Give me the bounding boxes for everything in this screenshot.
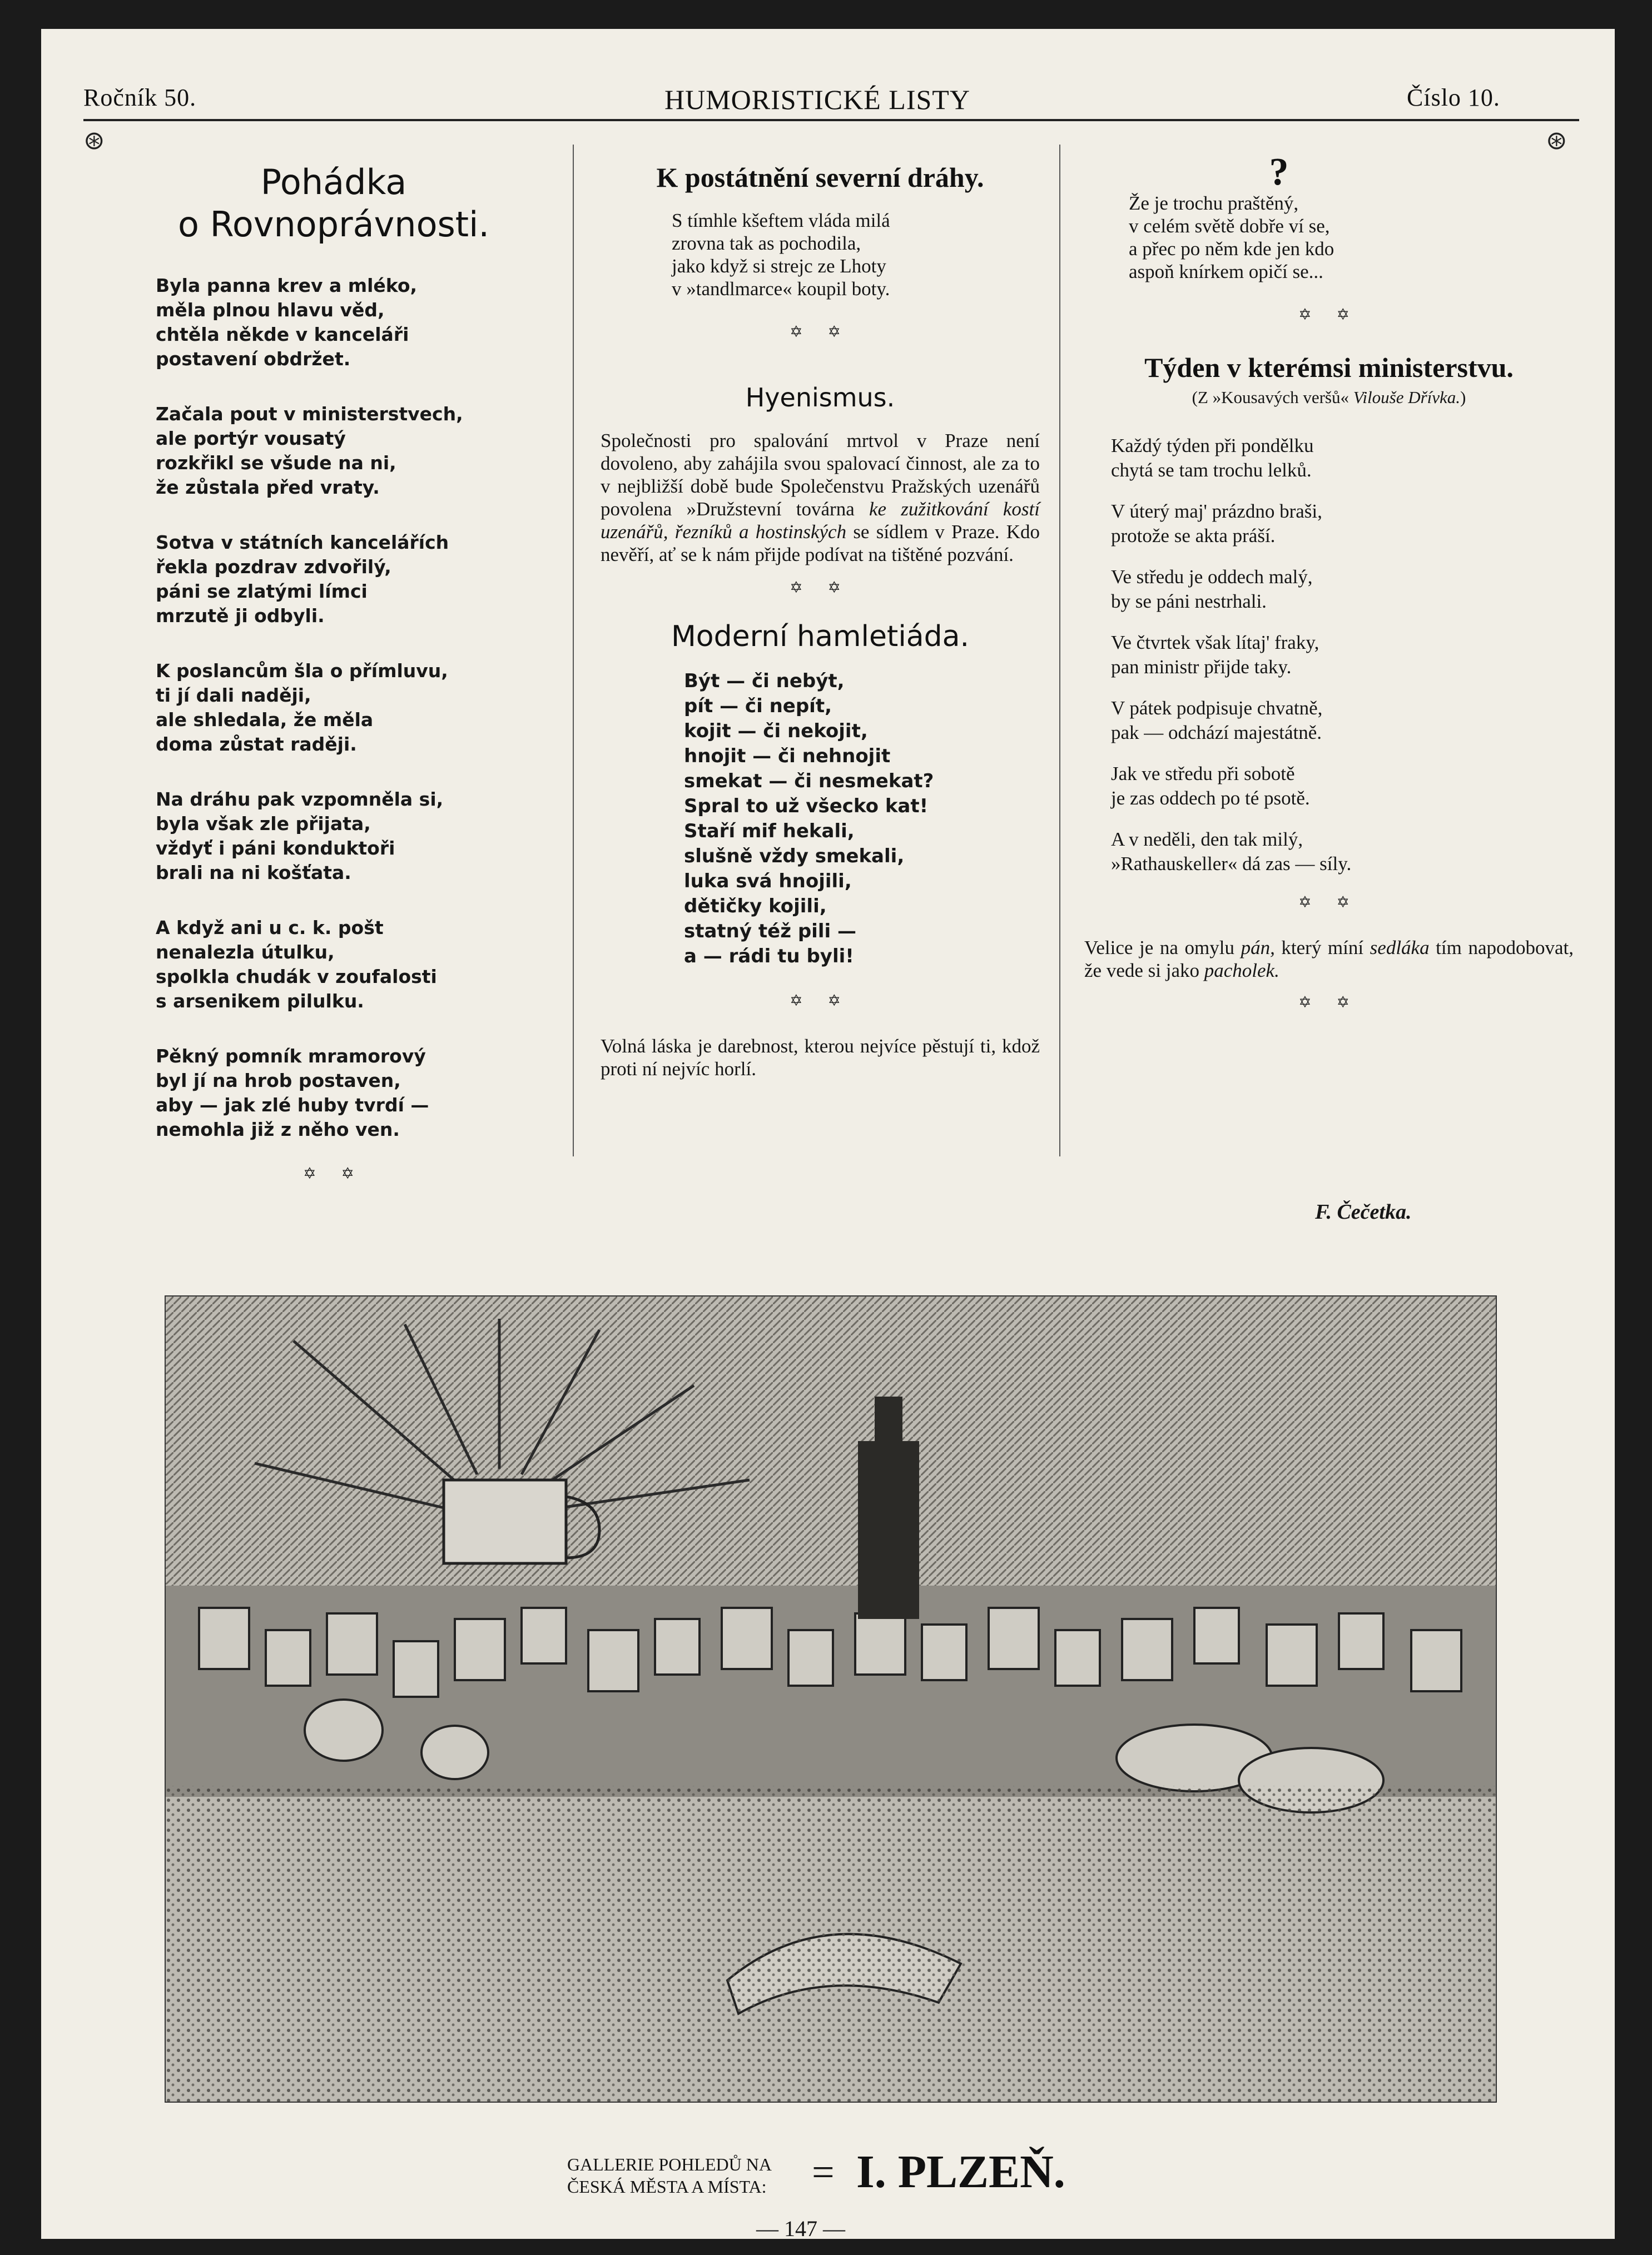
column-2 xyxy=(601,161,1040,1080)
stanza: V úterý maj' prázdno braši, protože se akta práší. xyxy=(1111,500,1322,547)
stanza: Začala pout v ministerstvech, ale portýr vousatý rozkřikl se všude na ni, že zůstala před vraty. xyxy=(156,403,463,498)
ornament-left-icon: ⊛ xyxy=(83,125,105,155)
article-paragraph: Velice je na omylu pán, který míní sedláka tím napodobovat, že vede si jako pacholek. xyxy=(1084,937,1574,981)
article-title: K postátnění severní dráhy. xyxy=(656,162,984,193)
section-stars: ✡ ✡ xyxy=(1298,305,1360,324)
illustration-plzen xyxy=(165,1295,1497,2103)
section-stars: ✡ ✡ xyxy=(790,578,851,597)
gallery-caption: GALLERIE POHLEDŮ NA ČESKÁ MĚSTA A MÍSTA: xyxy=(567,2154,772,2197)
poem-body xyxy=(1111,434,1574,876)
article-paragraph: Volná láska je darebnost, kterou nejvíce pěstují ti, kdož proti ní nejvíc horlí. xyxy=(601,1035,1040,1080)
caption-place: I. PLZEŇ. xyxy=(856,2146,1065,2198)
page-number: — 147 — xyxy=(756,2216,845,2241)
poem-title xyxy=(139,161,528,246)
masthead: HUMORISTICKÉ LISTY xyxy=(664,84,970,115)
section-stars: ✡ ✡ xyxy=(303,1164,364,1183)
stanza: Na dráhu pak vzpomněla si, byla však zle přijata, vždyť i páni konduktoři brali na ni košťata. xyxy=(156,788,444,883)
author-signature: F. Čečetka. xyxy=(1315,1200,1412,1224)
section-stars: ✡ ✡ xyxy=(790,991,851,1010)
article-title: Hyenismus. xyxy=(745,383,895,413)
poem-body xyxy=(156,274,528,1142)
article-paragraph: Společnosti pro spalování mrtvol v Praze není dovoleno, aby zahájila svou spalovací činnost, ale za to v nejbližší době bude Společenstvu Pražských uzenářů povolena »Družstevní továrna ke zužitkování kostí uzenářů, řezníků a hostinských se sídlem v Praze. Kdo nevěří, ať se k nám přijde podívat na tištěné pozvání. xyxy=(601,430,1040,565)
sky xyxy=(166,1297,1496,1608)
foreground-vineyard xyxy=(166,1786,1496,2102)
volume-label: Ročník 50. xyxy=(83,84,197,111)
article-title: Moderní hamletiáda. xyxy=(671,620,970,653)
stanza: Pěkný pomník mramorový byl jí na hrob postaven, aby — jak zlé huby tvrdí — nemohla již z něho ven. xyxy=(156,1045,429,1140)
section-stars: ✡ ✡ xyxy=(790,322,851,341)
stanza: Ve středu je oddech malý, by se páni nestrhali. xyxy=(1111,566,1313,612)
section-stars: ✡ ✡ xyxy=(1298,893,1360,911)
question-mark-heading: ? xyxy=(1269,151,1289,193)
column-divider xyxy=(1059,145,1060,1156)
poem-short: Že je trochu praštěný, v celém světě dobře ví se, a přec po něm kde jen kdo aspoň knírkem opičí se... xyxy=(1129,192,1335,282)
stanza: Ve čtvrtek však lítaj' fraky, pan ministr přijde taky. xyxy=(1111,632,1319,678)
ornament-right-icon: ⊛ xyxy=(1546,125,1567,155)
stanza: Každý týden při pondělku chytá se tam trochu lelků. xyxy=(1111,435,1314,481)
column-divider xyxy=(573,145,574,1156)
stanza: Sotva v státních kancelářích řekla pozdrav zdvořilý, páni se zlatými límci mrzutě ji odbyli. xyxy=(156,532,449,627)
poem-title-line: Pohádka xyxy=(260,162,407,202)
poem-title-line: o Rovnoprávnosti. xyxy=(177,204,490,245)
stanza: A v neděli, den tak milý, »Rathauskeller« dá zas — síly. xyxy=(1111,828,1352,875)
city-panorama-drawing xyxy=(166,1297,1496,2102)
stanza: V pátek podpisuje chvatně, pak — odchází majestátně. xyxy=(1111,697,1323,743)
article-title: Týden v kterémsi ministerstvu. xyxy=(1144,352,1514,383)
stanza: A když ani u c. k. pošt nenalezla útulku, spolkla chudák v zoufalosti s arsenikem pilulku. xyxy=(156,917,437,1012)
poem-body: Být — či nebýt, pít — či nepít, kojit — či nekojit, hnojit — či nehnojit smekat — či nesmekat? Spral to už všecko kat! Staří mif hekali, slušně vždy smekali, luka svá hnojili, dětičky kojili, statný též pili — a — rádi tu byli! xyxy=(684,670,934,967)
stanza: K poslancům šla o přímluvu, ti jí dali naději, ale shledala, že měla doma zůstat raději. xyxy=(156,660,448,755)
column-1 xyxy=(139,161,528,1183)
column-3 xyxy=(1084,153,1574,1011)
stanza: Jak ve středu při sobotě je zas oddech po té psotě. xyxy=(1111,763,1310,809)
poem-short: S tímhle kšeftem vláda milá zrovna tak as pochodila, jako když si strejc ze Lhoty v »tandlmarce« koupil boty. xyxy=(672,210,890,300)
section-stars: ✡ ✡ xyxy=(1298,993,1360,1011)
caption-equals: = xyxy=(812,2150,835,2194)
header-rule xyxy=(83,119,1579,121)
issue-label: Číslo 10. xyxy=(1407,84,1500,111)
article-subtitle: (Z »Kousavých veršů« Vilouše Dřívka.) xyxy=(1192,388,1466,407)
stanza: Byla panna krev a mléko, měla plnou hlavu věd, chtěla někde v kanceláři postavení obdržet. xyxy=(156,275,418,370)
